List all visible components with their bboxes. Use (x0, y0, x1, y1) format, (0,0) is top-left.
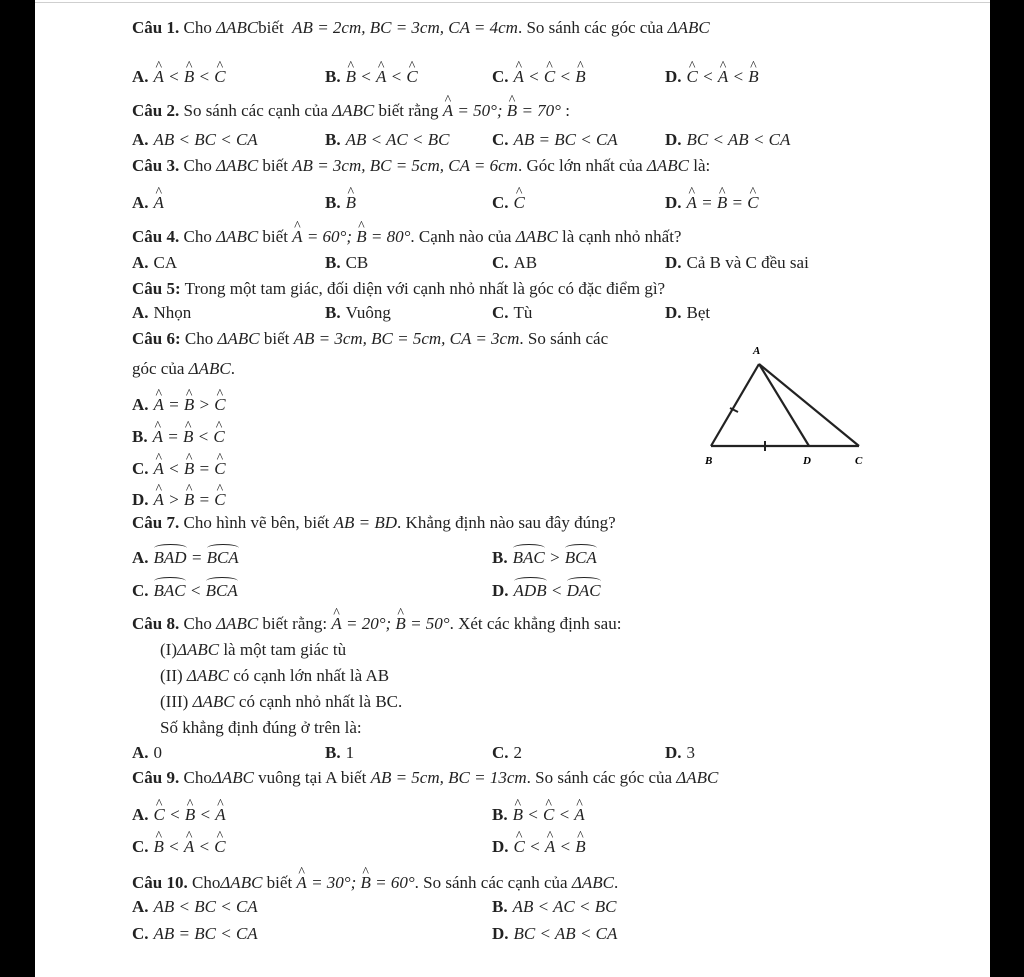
vertex-label-b: B (705, 455, 713, 467)
q5-option-a[interactable] (132, 303, 191, 323)
angle: ^ B (748, 64, 758, 87)
angle: ^ B (513, 802, 523, 825)
math: AB = 2cm, BC = 3cm, CA = 4cm (292, 18, 518, 37)
q2-option-b[interactable] (325, 130, 449, 150)
angle: ^ A (718, 64, 728, 87)
option-label: A. (132, 67, 149, 86)
angle: ^ B (507, 98, 517, 121)
question-10 (132, 870, 618, 893)
text: vuông tại A biết (258, 768, 367, 787)
option-label: A. (132, 743, 149, 762)
math: > (194, 395, 215, 414)
math: < (524, 837, 545, 856)
angle: ^ B (346, 190, 356, 213)
text: biết (258, 18, 284, 37)
math: ΔABC (188, 359, 231, 378)
angle: BCA (207, 545, 239, 568)
q2-option-d[interactable] (665, 130, 790, 150)
math: ΔABC (216, 227, 259, 246)
math: ΔABC (571, 873, 614, 892)
option-label: C. (492, 253, 509, 272)
question-label: Câu 8. (132, 614, 180, 633)
option-label: C. (132, 837, 149, 856)
math: ΔABC (192, 692, 235, 711)
text: . Xét các khẳng định sau: (449, 614, 622, 633)
math: = (186, 548, 207, 567)
question-8 (132, 611, 621, 634)
question-label: Câu 5: (132, 279, 181, 298)
option-label: A. (132, 805, 149, 824)
angle: BCA (206, 578, 238, 601)
question-label: Câu 3. (132, 156, 180, 175)
q9-option-c[interactable] (132, 834, 226, 857)
math: ΔABC (220, 873, 263, 892)
option-label: C. (132, 924, 149, 943)
angle: ^ A (154, 392, 164, 415)
q7-option-d[interactable] (492, 578, 601, 601)
option-text: 3 (686, 743, 696, 762)
angle: BCA (565, 545, 597, 568)
angle: BAC (154, 578, 186, 601)
text: góc của (132, 359, 185, 378)
question-4 (132, 224, 681, 247)
option-label: B. (325, 130, 341, 149)
math: < (163, 459, 184, 478)
q6-option-a[interactable] (132, 392, 226, 415)
math: > (544, 548, 565, 567)
angle: ^ C (214, 487, 225, 510)
option-label: D. (492, 581, 509, 600)
question-label: Câu 2. (132, 101, 180, 120)
q4-option-b[interactable] (325, 253, 368, 273)
math: < (546, 581, 567, 600)
angle: ^ A (292, 224, 302, 247)
q9-option-d[interactable] (492, 834, 586, 857)
angle: ^ A (376, 64, 386, 87)
angle: ^ A (154, 64, 164, 87)
angle: ^ B (184, 392, 194, 415)
text: là: (693, 156, 711, 175)
math: AB = 3cm, BC = 5cm, CA = 3cm (293, 329, 520, 348)
text: . So sánh các cạnh của (414, 873, 568, 892)
option-label: C. (492, 743, 509, 762)
text: Trong một tam giác, đối diện với cạnh nhỏ nhất là góc có đặc điểm gì? (184, 279, 666, 298)
q3-option-b[interactable] (325, 190, 356, 213)
option-text: AB = BC < CA (153, 924, 258, 943)
angle: BAC (513, 545, 545, 568)
math: = (194, 459, 215, 478)
question-label: Câu 1. (132, 18, 180, 37)
math: ΔABC (176, 640, 220, 659)
angle: ^ B (361, 870, 371, 893)
option-label: B. (325, 743, 341, 762)
q8-option-c[interactable] (492, 743, 522, 763)
angle: ^ C (687, 64, 698, 87)
math: = 50°; (453, 101, 507, 120)
angle: ^ B (356, 224, 366, 247)
math: < (728, 67, 749, 86)
math: < (163, 837, 184, 856)
text: . So sánh các (519, 329, 609, 348)
angle: ^ A (574, 802, 584, 825)
question-5 (132, 279, 665, 299)
math: = (696, 193, 717, 212)
option-text: CB (345, 253, 369, 272)
math: < (555, 67, 576, 86)
option-label: C. (492, 193, 509, 212)
math: < (185, 581, 206, 600)
option-label: C. (132, 459, 149, 478)
q9-option-b[interactable] (492, 802, 585, 825)
text: có cạnh nhỏ nhất là BC. (234, 692, 403, 711)
text: (II) (160, 666, 183, 685)
angle: ^ C (214, 392, 225, 415)
math: ΔABC (216, 614, 259, 633)
option-text: CA (153, 253, 178, 272)
math: = 20°; (341, 614, 396, 633)
q1-option-c[interactable] (492, 64, 586, 87)
option-text: AB < BC < CA (153, 130, 258, 149)
option-label: C. (492, 303, 509, 322)
text: Cho (183, 768, 212, 787)
text: Cho (183, 156, 212, 175)
q5-option-b[interactable] (325, 303, 391, 323)
math: = 70° (517, 101, 561, 120)
question-label: Câu 6: (132, 329, 181, 348)
math: = 60°; (302, 227, 357, 246)
top-divider (35, 2, 990, 3)
option-text: AB < AC < BC (512, 897, 617, 916)
angle: ^ C (213, 424, 224, 447)
option-label: C. (492, 130, 509, 149)
question-3 (132, 156, 710, 176)
q3-option-a[interactable] (132, 190, 164, 213)
question-6-line-2 (132, 359, 235, 379)
q6-option-c[interactable] (132, 456, 226, 479)
angle: ^ A (443, 98, 453, 121)
q3-option-c[interactable] (492, 190, 525, 213)
math: < (355, 67, 376, 86)
statement-1 (160, 640, 346, 660)
angle: ^ B (346, 64, 356, 87)
question-label: Câu 7. (132, 513, 180, 532)
option-label: A. (132, 253, 149, 272)
option-text: AB = BC < CA (513, 130, 618, 149)
option-label: B. (492, 897, 508, 916)
text: biết (266, 873, 293, 892)
question-label: Câu 10. (132, 873, 188, 892)
text: Cho (183, 227, 212, 246)
option-text: Nhọn (153, 303, 192, 322)
option-label: B. (325, 67, 341, 86)
text: : (560, 101, 570, 120)
text: là cạnh nhỏ nhất? (562, 227, 682, 246)
q6-option-b[interactable] (132, 424, 225, 447)
option-text: AB < AC < BC (345, 130, 450, 149)
question-9 (132, 768, 718, 788)
text: biết rằng (378, 101, 439, 120)
angle: ^ C (214, 834, 225, 857)
option-label: B. (325, 253, 341, 272)
option-label: B. (492, 805, 508, 824)
math: = 60° (370, 873, 415, 892)
angle: ^ A (331, 611, 341, 634)
question-6 (132, 329, 608, 349)
q1-option-b[interactable] (325, 64, 418, 87)
angle: ^ A (296, 870, 306, 893)
text: Cho (183, 18, 212, 37)
angle: ^ B (184, 487, 194, 510)
math: < (522, 805, 543, 824)
text: . (613, 873, 619, 892)
option-text: BC < AB < CA (513, 924, 618, 943)
vertex-label-c: C (855, 455, 863, 467)
option-label: D. (665, 253, 682, 272)
math: < (386, 67, 407, 86)
math: AB = 3cm, BC = 5cm, CA = 6cm (292, 156, 518, 175)
option-label: A. (132, 130, 149, 149)
option-label: D. (665, 67, 682, 86)
angle: ^ C (543, 802, 554, 825)
option-label: D. (492, 924, 509, 943)
vertex-label-a: A (753, 345, 761, 357)
option-text: AB (513, 253, 538, 272)
math: = (727, 193, 748, 212)
option-label: D. (492, 837, 509, 856)
math: > (163, 490, 184, 509)
angle: ADB (514, 578, 547, 601)
angle: ^ C (514, 190, 525, 213)
math: = (194, 490, 215, 509)
option-label: A. (132, 395, 149, 414)
math: AB = BD (333, 513, 398, 532)
angle: ^ A (154, 487, 164, 510)
text: là một tam giác tù (219, 640, 347, 659)
math: ΔABC (332, 101, 375, 120)
text: So sánh các cạnh của (183, 101, 328, 120)
math: ΔABC (216, 156, 259, 175)
option-text: 0 (153, 743, 163, 762)
math: < (194, 67, 215, 86)
q8-option-a[interactable] (132, 743, 162, 763)
angle: ^ C (154, 802, 165, 825)
angle: ^ A (545, 834, 555, 857)
math: = (163, 395, 184, 414)
q9-option-a[interactable] (132, 802, 226, 825)
text: biết rằng: (262, 614, 328, 633)
option-label: B. (325, 303, 341, 322)
math: = 80° (366, 227, 411, 246)
math: ΔABC (667, 18, 710, 37)
angle: ^ C (514, 834, 525, 857)
question-1 (132, 18, 710, 38)
triangle-figure (703, 340, 873, 470)
option-label: A. (132, 193, 149, 212)
text: Cho hình vẽ bên, biết (183, 513, 330, 532)
q10-option-b[interactable] (492, 897, 616, 917)
math: ΔABC (515, 227, 558, 246)
option-text: Tù (513, 303, 533, 322)
option-label: D. (665, 130, 682, 149)
q6-option-d[interactable] (132, 487, 226, 510)
text: Cho (184, 329, 214, 348)
math: < (554, 805, 575, 824)
text: có cạnh lớn nhất là AB (229, 666, 390, 685)
math: = 30°; (306, 873, 361, 892)
math: < (164, 805, 185, 824)
math: < (523, 67, 544, 86)
option-text: AB < BC < CA (153, 897, 258, 916)
option-label: A. (132, 897, 149, 916)
angle: ^ A (215, 802, 225, 825)
q5-option-c[interactable] (492, 303, 532, 323)
text: . Khẳng định nào sau đây đúng? (397, 513, 616, 532)
q8-option-d[interactable] (665, 743, 695, 763)
math: ΔABC (216, 18, 259, 37)
q1-option-a[interactable] (132, 64, 226, 87)
angle: ^ B (184, 64, 194, 87)
math: < (194, 837, 215, 856)
angle: ^ B (575, 64, 585, 87)
angle: ^ C (747, 190, 758, 213)
q3-option-d[interactable] (665, 190, 759, 213)
option-text: 1 (345, 743, 355, 762)
text: (I) (160, 640, 177, 659)
option-label: D. (665, 193, 682, 212)
math: = 50° (405, 614, 450, 633)
angle: ^ B (183, 424, 193, 447)
angle: ^ A (153, 424, 163, 447)
vertex-label-d: D (803, 455, 811, 467)
side-ac (759, 364, 859, 446)
q10-option-d[interactable] (492, 924, 617, 944)
text: . So sánh các góc của (526, 768, 673, 787)
angle: BAD (154, 545, 187, 568)
angle: ^ B (575, 834, 585, 857)
q10-option-a[interactable] (132, 897, 258, 917)
option-label: D. (132, 490, 149, 509)
q2-option-c[interactable] (492, 130, 618, 150)
math: ΔABC (646, 156, 689, 175)
math: AB = 5cm, BC = 13cm (370, 768, 527, 787)
statement-3 (160, 692, 402, 712)
text: (III) (160, 692, 189, 711)
option-label: C. (492, 67, 509, 86)
segment-ad (759, 364, 809, 446)
q4-option-a[interactable] (132, 253, 177, 273)
angle: ^ C (406, 64, 417, 87)
text: . So sánh các góc của (517, 18, 664, 37)
math: < (195, 805, 216, 824)
angle: ^ C (214, 456, 225, 479)
math: < (697, 67, 718, 86)
angle: ^ B (717, 190, 727, 213)
q8-option-b[interactable] (325, 743, 354, 763)
option-text: 2 (513, 743, 523, 762)
q1-option-d[interactable] (665, 64, 759, 87)
text: . (230, 359, 235, 378)
angle: ^ A (154, 190, 164, 213)
q2-option-a[interactable] (132, 130, 258, 150)
q7-option-b[interactable] (492, 545, 597, 568)
q8-prompt: Số khẳng định đúng ở trên là: (160, 718, 362, 737)
option-label: A. (132, 303, 149, 322)
option-label: B. (492, 548, 508, 567)
option-text: Bẹt (686, 303, 711, 322)
text: . Góc lớn nhất của (517, 156, 643, 175)
text: . Cạnh nào của (410, 227, 512, 246)
question-label: Câu 4. (132, 227, 180, 246)
side-ab (711, 364, 759, 446)
angle: ^ A (154, 456, 164, 479)
q7-option-c[interactable] (132, 578, 238, 601)
text: biết (262, 156, 288, 175)
angle: ^ C (544, 64, 555, 87)
math: < (193, 427, 214, 446)
q10-option-c[interactable] (132, 924, 258, 944)
math: ΔABC (676, 768, 719, 787)
option-label: D. (665, 743, 682, 762)
math: ΔABC (217, 329, 260, 348)
q7-option-a[interactable] (132, 545, 239, 568)
question-7 (132, 513, 616, 533)
q4-option-d[interactable] (665, 253, 809, 273)
option-label: C. (132, 581, 149, 600)
angle: ^ B (154, 834, 164, 857)
worksheet-page (35, 0, 990, 977)
angle: DAC (567, 578, 601, 601)
angle: ^ C (214, 64, 225, 87)
math: = (162, 427, 183, 446)
math: ΔABC (211, 768, 254, 787)
angle: ^ B (184, 456, 194, 479)
question-label: Câu 9. (132, 768, 180, 787)
option-text: Vuông (345, 303, 391, 322)
angle: ^ B (395, 611, 405, 634)
angle: ^ A (184, 834, 194, 857)
math: ΔABC (186, 666, 229, 685)
text: Cho (191, 873, 221, 892)
text: Cho (183, 614, 212, 633)
angle: ^ A (514, 64, 524, 87)
angle: ^ A (687, 190, 697, 213)
text: biết (263, 329, 290, 348)
option-text: BC < AB < CA (686, 130, 791, 149)
q5-option-d[interactable] (665, 303, 710, 323)
math: < (163, 67, 184, 86)
q4-option-c[interactable] (492, 253, 537, 273)
text: biết (262, 227, 288, 246)
option-label: B. (132, 427, 148, 446)
question-2 (132, 98, 570, 121)
option-label: A. (132, 548, 149, 567)
angle: ^ B (185, 802, 195, 825)
math: < (555, 837, 576, 856)
option-label: B. (325, 193, 341, 212)
option-label: D. (665, 303, 682, 322)
statement-2 (160, 666, 389, 686)
option-text: Cả B và C đều sai (686, 253, 809, 272)
